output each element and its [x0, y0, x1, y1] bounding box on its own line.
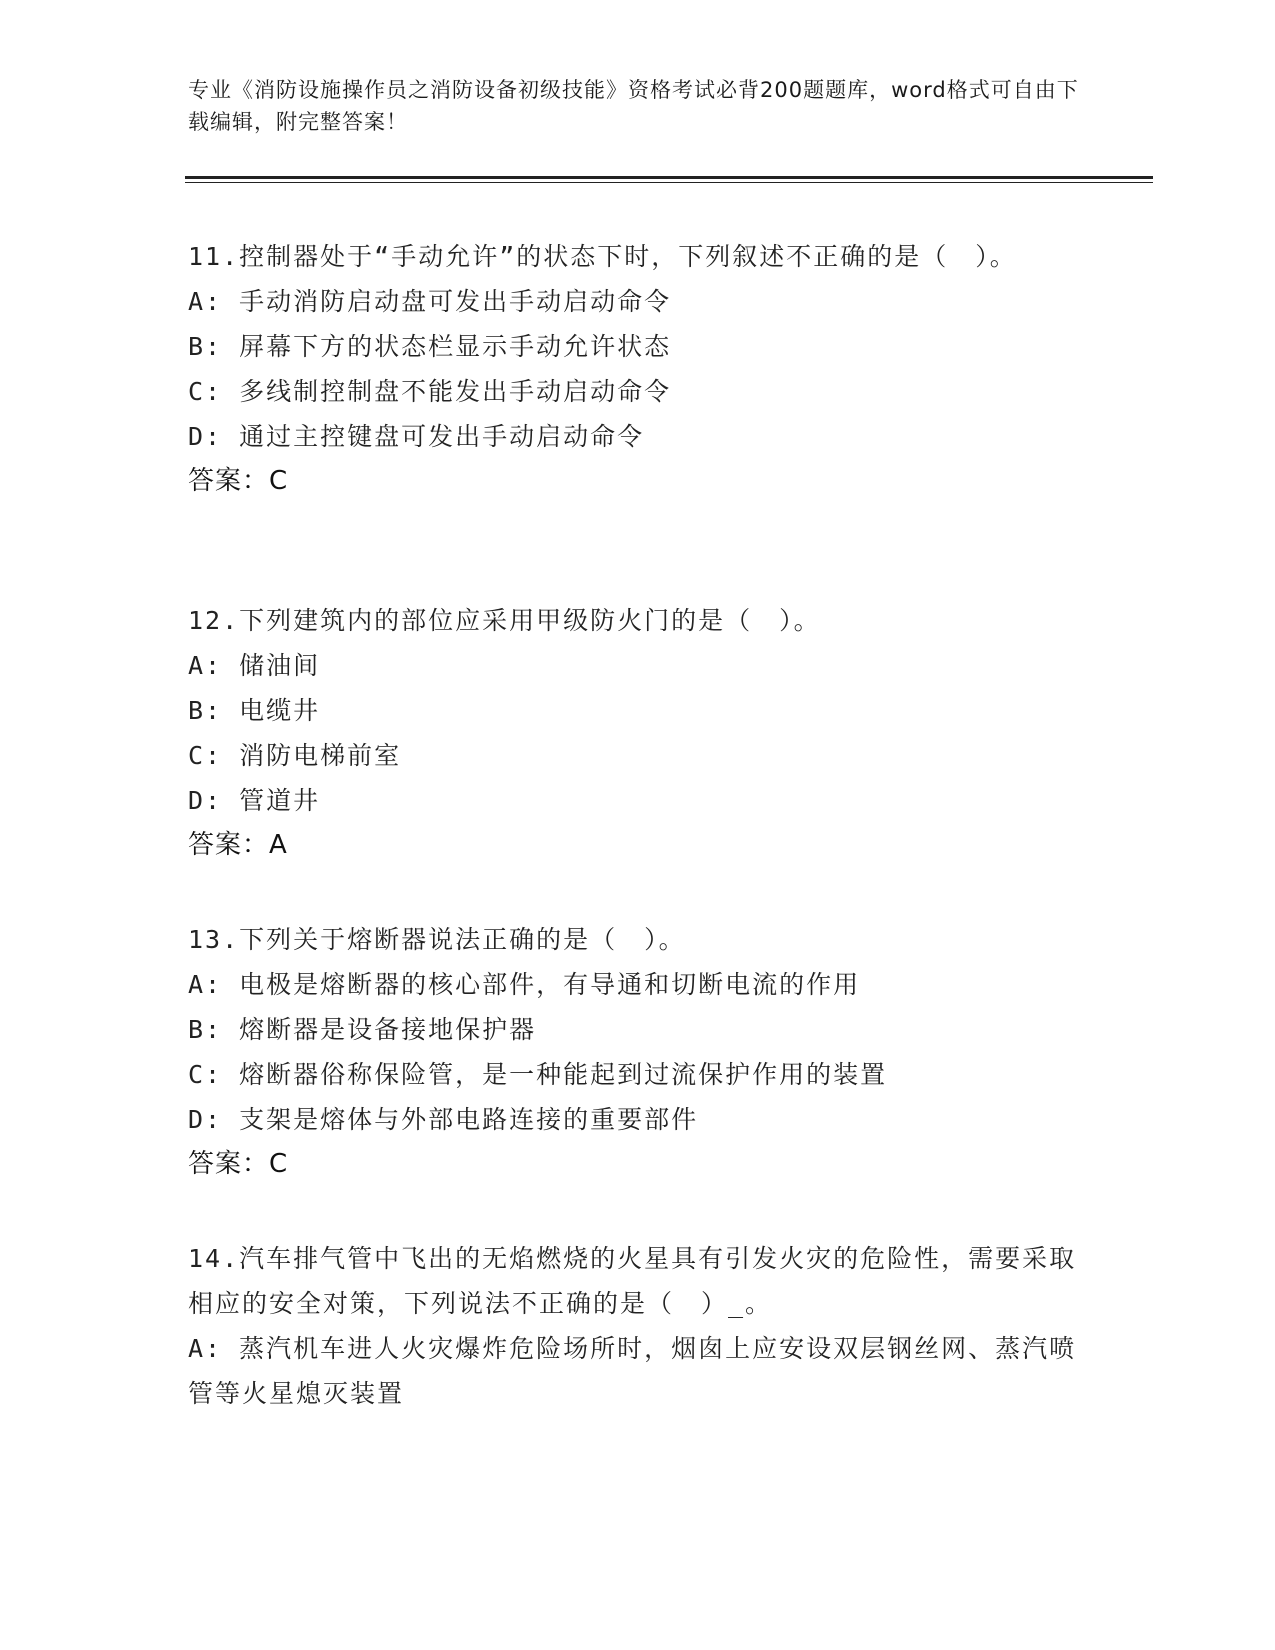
option-d: D: 通过主控键盘可发出手动启动命令: [188, 422, 645, 451]
option-b: B: 屏幕下方的状态栏显示手动允许状态: [188, 332, 672, 361]
option-a: A: 储油间: [188, 651, 321, 680]
option-c: C: 多线制控制盘不能发出手动启动命令: [188, 377, 672, 406]
question-12: [188, 598, 1088, 868]
option-c: C: 熔断器俗称保险管，是一种能起到过流保护作用的装置: [188, 1060, 888, 1089]
answer: 答案：C: [188, 466, 289, 496]
answer: 答案：A: [188, 830, 288, 860]
option-d: D: 管道井: [188, 786, 321, 815]
question-stem: 13.下列关于熔断器说法正确的是（ ）。: [188, 925, 686, 954]
question-13: [188, 917, 1088, 1187]
answer: 答案：C: [188, 1149, 289, 1179]
option-d: D: 支架是熔体与外部电路连接的重要部件: [188, 1105, 699, 1134]
question-11: [188, 234, 1088, 504]
header-divider-thin: [185, 182, 1153, 183]
option-b: B: 电缆井: [188, 696, 321, 725]
question-stem: 11.控制器处于“手动允许”的状态下时，下列叙述不正确的是（ ）。: [188, 242, 1017, 271]
header-divider: [185, 176, 1153, 179]
option-a: A: 电极是熔断器的核心部件，有导通和切断电流的作用: [188, 970, 861, 999]
question-14: [188, 1236, 1088, 1416]
option-c: C: 消防电梯前室: [188, 741, 402, 770]
document-header: [188, 74, 1088, 138]
option-a: A: 蒸汽机车进人火灾爆炸危险场所时，烟囱上应安设双层钢丝网、蒸汽喷管等火星熄灭装置: [188, 1334, 1077, 1408]
option-a: A: 手动消防启动盘可发出手动启动命令: [188, 287, 672, 316]
header-text: 专业《消防设施操作员之消防设备初级技能》资格考试必背200题题库，word格式可自由下载编辑，附完整答案！: [188, 78, 1079, 134]
question-stem: 12.下列建筑内的部位应采用甲级防火门的是（ ）。: [188, 606, 821, 635]
option-b: B: 熔断器是设备接地保护器: [188, 1015, 537, 1044]
question-stem: 14.汽车排气管中飞出的无焰燃烧的火星具有引发火灾的危险性，需要采取相应的安全对策，下列说法不正确的是（ ）_。: [188, 1244, 1077, 1318]
